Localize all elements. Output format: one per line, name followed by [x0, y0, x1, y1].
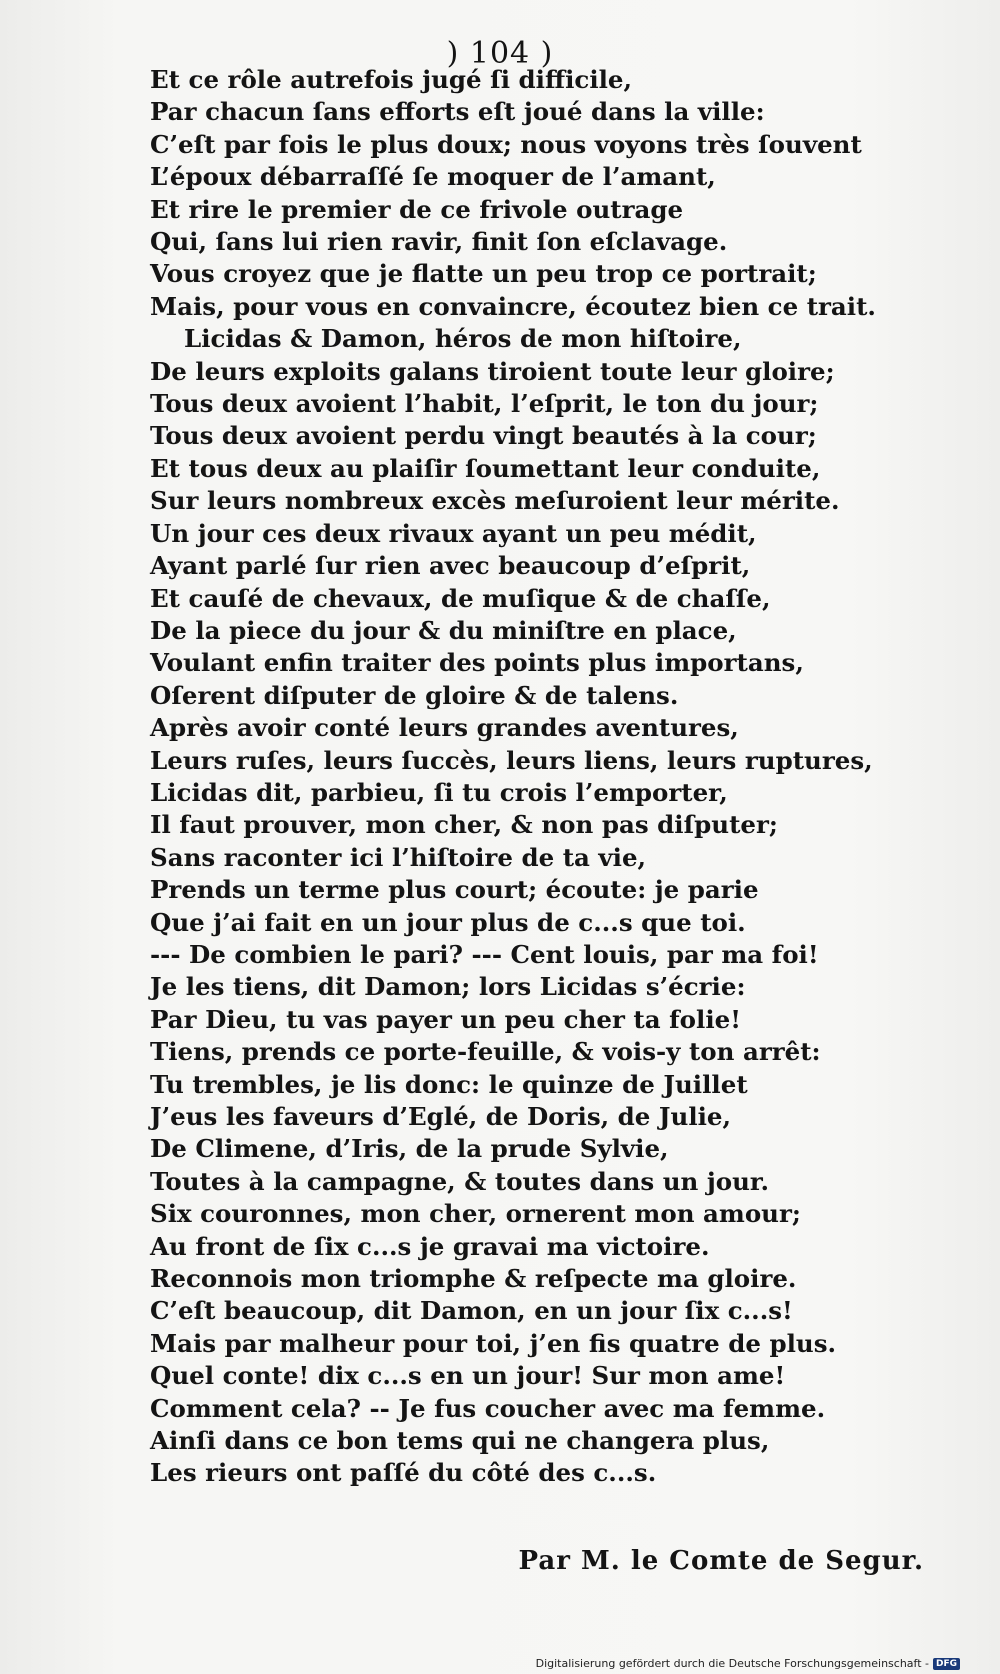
poem-line: Toutes à la campagne, & toutes dans un jour.: [150, 1166, 770, 1196]
poem-line: Quel conte! dix c...s en un jour! Sur mon ame!: [150, 1361, 786, 1391]
dfg-logo: DFG: [933, 1658, 960, 1670]
credit-text: Digitalisierung gefördert durch die Deutsche Forschungsgemeinschaft -: [535, 1657, 929, 1670]
poem-line: Six couronnes, mon cher, ornerent mon amour;: [150, 1199, 801, 1229]
poem-line: Vous croyez que je flatte un peu trop ce portrait;: [150, 259, 817, 289]
poem-line: Leurs ruſes, leurs ſuccès, leurs liens, leurs ruptures,: [150, 745, 873, 775]
poem-line: Qui, ſans lui rien ravir, finit ſon eſclavage.: [150, 227, 728, 257]
poem-line: L’époux débarraſſé ſe moquer de l’amant,: [150, 162, 716, 192]
poem-line: J’eus les faveurs d’Eglé, de Doris, de Julie,: [150, 1102, 732, 1131]
poem-line: Mais, pour vous en convaincre, écoutez bien ce trait.: [150, 291, 876, 321]
poem-line: De la piece du jour & du miniſtre en place,: [150, 615, 737, 645]
poem-line: Et ce rôle autrefois jugé ſi difficile,: [150, 65, 633, 94]
poem-line: Prends un terme plus court; écoute: je parie: [150, 875, 759, 905]
poem-line: Licidas & Damon, héros de mon hiſtoire,: [184, 324, 742, 354]
poem-line: Et rire le premier de ce frivole outrage: [150, 194, 684, 224]
poem-line: Il faut prouver, mon cher, & non pas diſputer;: [150, 810, 778, 840]
poem-line: Au front de ſix c...s je gravai ma victoire.: [150, 1231, 710, 1261]
poem-line: Un jour ces deux rivaux ayant un peu médit,: [150, 518, 757, 548]
author-signature: Par M. le Comte de Segur.: [518, 1546, 924, 1576]
poem-text: [150, 64, 910, 1490]
poem-line: Et tous deux au plaiſir ſoumettant leur conduite,: [150, 453, 821, 483]
poem-line: Tiens, prends ce porte-feuille, & vois-y ton arrêt:: [150, 1037, 821, 1067]
poem-line: Les rieurs ont paſſé du côté des c...s.: [150, 1458, 657, 1488]
poem-line: C’eſt beaucoup, dit Damon, en un jour ſix c...s!: [150, 1296, 793, 1326]
poem-line: Par Dieu, tu vas payer un peu cher ta folie!: [150, 1004, 741, 1034]
poem-line: Tous deux avoient l’habit, l’eſprit, le ton du jour;: [150, 389, 819, 419]
poem-line: Que j’ai fait en un jour plus de c...s que toi.: [150, 907, 746, 937]
poem-line: Sur leurs nombreux excès meſuroient leur mérite.: [150, 486, 840, 516]
poem-line: De Climene, d’Iris, de la prude Sylvie,: [150, 1134, 669, 1164]
poem-line: --- De combien le pari? --- Cent louis, par ma foi!: [150, 939, 819, 969]
poem-line: De leurs exploits galans tiroient toute leur gloire;: [150, 356, 835, 386]
poem-line: Comment cela? -- Je fus coucher avec ma femme.: [150, 1393, 826, 1423]
poem-line: Tu trembles, je lis donc: le quinze de Juillet: [150, 1069, 748, 1099]
poem-line: Mais par malheur pour toi, j’en fis quatre de plus.: [150, 1328, 837, 1358]
poem-line: C’eſt par fois le plus doux; nous voyons très ſouvent: [150, 129, 862, 159]
poem-line: Tous deux avoient perdu vingt beautés à la cour;: [150, 421, 817, 451]
poem-line: Reconnois mon triomphe & reſpecte ma gloire.: [150, 1264, 797, 1294]
poem-line: Après avoir conté leurs grandes aventures,: [150, 713, 739, 743]
poem-line: Voulant enfin traiter des points plus importans,: [150, 648, 804, 678]
digitization-credit: [536, 1657, 960, 1670]
page-number: ) 104 ): [446, 36, 554, 71]
poem-line: Licidas dit, parbieu, ſi tu crois l’emporter,: [150, 777, 728, 807]
poem-line: Sans raconter ici l’hiſtoire de ta vie,: [150, 842, 647, 872]
poem-line: Par chacun ſans efforts eſt joué dans la ville:: [150, 97, 765, 127]
poem-line: Oſerent diſputer de gloire & de talens.: [150, 680, 679, 710]
poem-line: Ainſi dans ce bon tems qui ne changera plus,: [150, 1426, 770, 1456]
poem-line: Ayant parlé ſur rien avec beaucoup d’eſprit,: [150, 551, 751, 581]
poem-line: Et cauſé de chevaux, de muſique & de chaſſe,: [150, 583, 771, 613]
poem-line: Je les tiens, dit Damon; lors Licidas s’écrie:: [150, 972, 746, 1002]
